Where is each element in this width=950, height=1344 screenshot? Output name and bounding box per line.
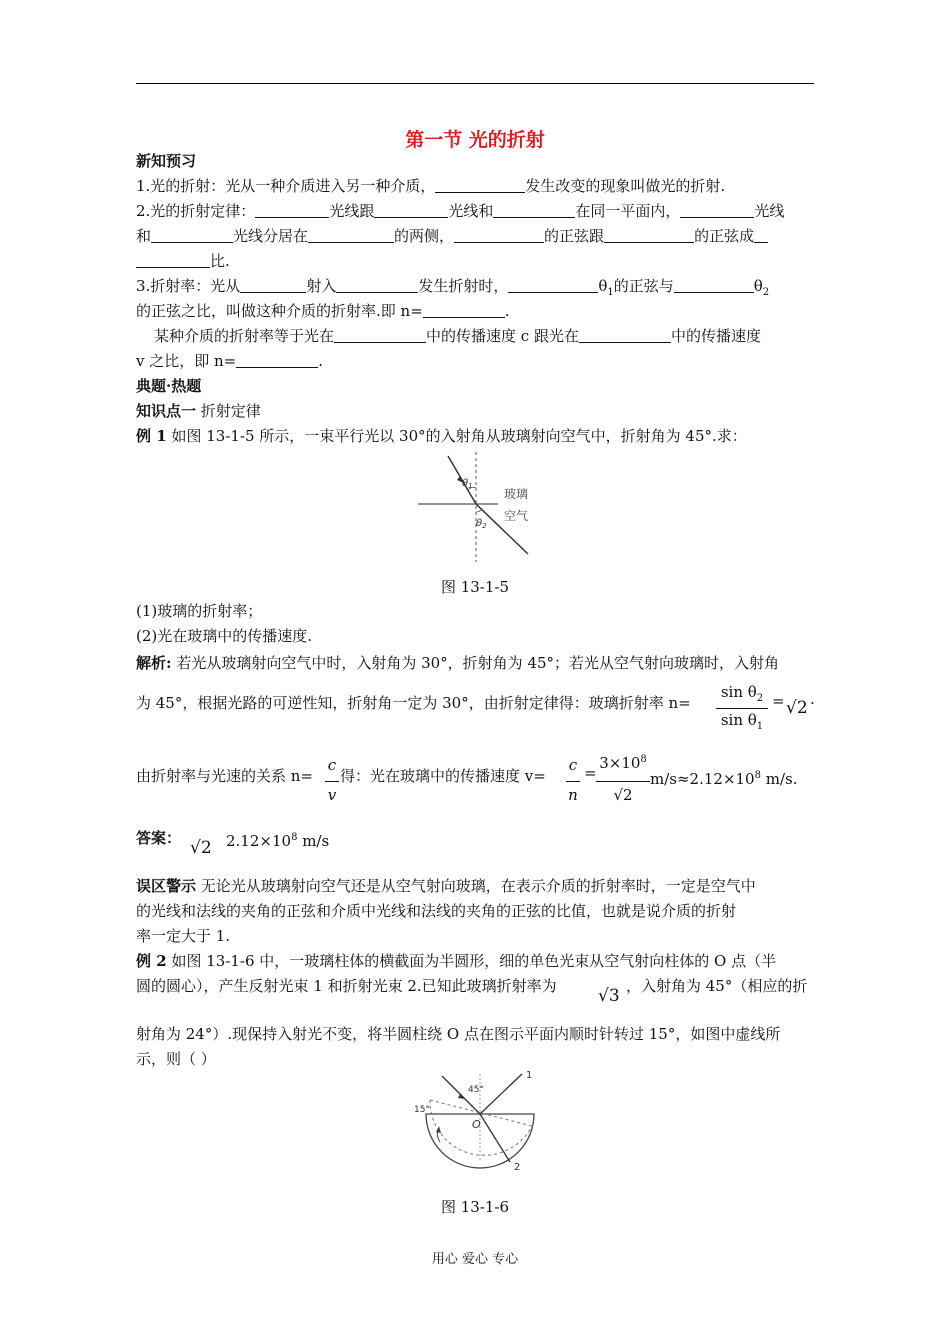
svg-text:θ2: $\theta_2$	[476, 518, 487, 530]
knowledge-point-1: 知识点一 折射定律	[136, 402, 261, 420]
rotated-semicircle	[430, 1100, 532, 1155]
answer-line: 答案：	[136, 829, 182, 847]
blank[interactable]	[151, 227, 233, 243]
preview-item-3-cont: 的正弦之比，叫做这种介质的折射率.即 n= .	[136, 302, 510, 320]
blank[interactable]	[604, 227, 694, 243]
sqrt-3: √3	[598, 986, 620, 1006]
figure-13-1-6	[408, 1066, 548, 1178]
figure-13-1-5	[410, 448, 546, 566]
blank[interactable]	[508, 277, 598, 293]
answer-value: $2.12\times 10^8$ m/s	[226, 832, 330, 850]
page-title: 第一节 光的折射	[405, 129, 545, 151]
blank[interactable]	[435, 177, 525, 193]
preview-item-1: 1.光的折射：光从一种介质进入另一种介质， 发生改变的现象叫做光的折射.	[136, 177, 726, 195]
blank[interactable]	[374, 202, 448, 218]
preview-item-3: 3.折射率：光从 射入 发生折射时， $\theta_1$的正弦与 $\theta_2$	[136, 277, 770, 298]
preview-item-4-cont: v 之比，即 n= .	[136, 352, 324, 370]
svg-text:15°: 15°	[414, 1105, 430, 1115]
document-page: 第一节 光的折射 新知预习 1.光的折射：光从一种介质进入另一种介质， 发生改变的现象叫做光的折射. 2.光的折射定律： 光线跟 光线和 在同一平面内， 光线 和 光线分居在 的两侧， 的正弦跟 的正弦成 比. 3.折射率：光从 射入 发生折射时， $\theta_1$的正弦与 $\theta_2$ 的正弦之比，叫做这种介质的折射率.即 n= . 某种介质的折射率等于光在 中的传播速度 c 跟光在 中的传播速度 v 之比，即 n= . 典题·热题 知识点一 折射定律 例 1 如图 13-1-5 所示，一束平行光以 30°的入射角从玻璃射向空气中，折射角为 45°.求： $\theta_1$ $\theta_2$ 玻璃 空气 图 13-1-5 (1)玻璃的折射率； (2)光在玻璃中的传播速度. 解析: 若光从玻璃射向空气中时，入射角为 30°，折射角为 45°；若光从空气射向玻璃时，入射角 为 45°，根据光路的可逆性知，折射角一定为 30°，由折射定律得：玻璃折射率 n= $\sin \theta_2$ $\sin \theta_1$ = √2 . 由折射率与光速的关系 n= c v 得：光在玻璃中的传播速度 v= c n = $3\times 10^8$ √2 $m/s\approx 2.12\times 10^8$ m/s. 答案： √2 $2.12\times 10^8$ m/s 误区警示 无论光从玻璃射向空气还是从空气射向玻璃，在表示介质的折射率时，一定是空气中 的光线和法线的夹角的正弦和介质中光线和法线的夹角的正弦的比值，也就是说介质的折射 率一定大于 1. 例 2 如图 13-1-6 中，一玻璃柱体的横截面为半圆形，细的单色光束从空气射向柱体的 O 点（半 圆的圆心），产生反射光束 1 和折射光束 2.已知此玻璃折射率为 √3 ，入射角为 45°（相应的折 射角为 24°）.现保持入射光不变，将半圆柱绕 O 点在图示平面内顺时针转过 15°，如图中虚线所 示，则（ ） 45° 15° O 1 2 图 13-1-6 用心 爱心 专心	[0, 0, 950, 1344]
example-1: 例 1 如图 13-1-5 所示，一束平行光以 30°的入射角从玻璃射向空气中，折射角为 45°.求：	[136, 427, 747, 445]
blank[interactable]	[236, 352, 318, 368]
preview-item-4: 某种介质的折射率等于光在 中的传播速度 c 跟光在 中的传播速度	[154, 327, 761, 345]
header-rule	[136, 83, 814, 84]
example-2-line-1: 例 2 如图 13-1-6 中，一玻璃柱体的横截面为半圆形，细的单色光束从空气射向柱体的 O 点（半	[136, 952, 777, 970]
svg-text:1: 1	[526, 1070, 533, 1081]
blank[interactable]	[493, 202, 575, 218]
preview-item-2-cont: 和 光线分居在 的两侧， 的正弦跟 的正弦成	[136, 224, 816, 248]
svg-text:θ1: $\theta_1$	[462, 478, 473, 490]
example-2-line-3: 射角为 24°）.现保持入射光不变，将半圆柱绕 O 点在图示平面内顺时针转过 15°，如图中虚线所	[136, 1025, 781, 1043]
svg-text:O: O	[472, 1118, 481, 1131]
warning-line-3: 率一定大于 1.	[136, 927, 231, 945]
glass-label: 玻璃	[504, 487, 529, 501]
blank[interactable]	[674, 277, 754, 293]
figure-caption: 图 13-1-5	[440, 578, 510, 596]
blank[interactable]	[336, 277, 418, 293]
blank[interactable]	[136, 252, 210, 268]
section-typical-heading: 典题·热题	[136, 377, 202, 395]
warning-line-1: 误区警示 无论光从玻璃射向空气还是从空气射向玻璃，在表示介质的折射率时，一定是空气中	[136, 877, 756, 895]
blank[interactable]	[308, 227, 394, 243]
formula-sin-theta1: $\sin \theta_1$	[720, 711, 764, 732]
air-label: 空气	[504, 509, 529, 523]
preview-item-2: 2.光的折射定律： 光线跟 光线和 在同一平面内， 光线	[136, 202, 785, 220]
svg-text:45°: 45°	[468, 1085, 484, 1095]
example-2-line-4: 示，则（ ）	[136, 1050, 216, 1068]
figure-caption: 图 13-1-6	[440, 1198, 510, 1216]
formula-3e8: $3\times 10^8$	[599, 754, 647, 772]
answer-sqrt-2: √2	[190, 838, 212, 858]
blank[interactable]	[423, 302, 505, 318]
question-2: (2)光在玻璃中的传播速度.	[136, 627, 313, 645]
blank[interactable]	[754, 227, 768, 243]
analysis-line-2: 为 45°，根据光路的可逆性知，折射角一定为 30°，由折射定律得：玻璃折射率 n=	[136, 694, 691, 712]
preview-item-2-end: 比.	[136, 249, 816, 273]
reflected-ray-1	[480, 1074, 522, 1114]
blank[interactable]	[334, 327, 426, 343]
svg-text:2: 2	[514, 1162, 521, 1173]
blank[interactable]	[240, 277, 306, 293]
blank[interactable]	[680, 202, 754, 218]
formula-sin-theta2: $\sin \theta_2$	[720, 683, 764, 704]
warning-line-2: 的光线和法线的夹角的正弦和介质中光线和法线的夹角的正弦的比值，也就是说介质的折射	[136, 902, 737, 920]
blank[interactable]	[454, 227, 544, 243]
question-1: (1)玻璃的折射率；	[136, 602, 263, 620]
blank[interactable]	[255, 202, 329, 218]
sqrt-2: √2	[786, 698, 808, 718]
section-preview-heading: 新知预习	[136, 152, 197, 170]
analysis-line-3: 由折射率与光速的关系 n=	[136, 767, 313, 785]
example-2-line-2: 圆的圆心），产生反射光束 1 和折射光束 2.已知此玻璃折射率为	[136, 977, 557, 995]
analysis-line-1: 解析: 若光从玻璃射向空气中时，入射角为 30°，折射角为 45°；若光从空气射向玻璃时，入射角	[136, 654, 780, 672]
blank[interactable]	[579, 327, 671, 343]
page-footer: 用心 爱心 专心	[431, 1252, 519, 1267]
